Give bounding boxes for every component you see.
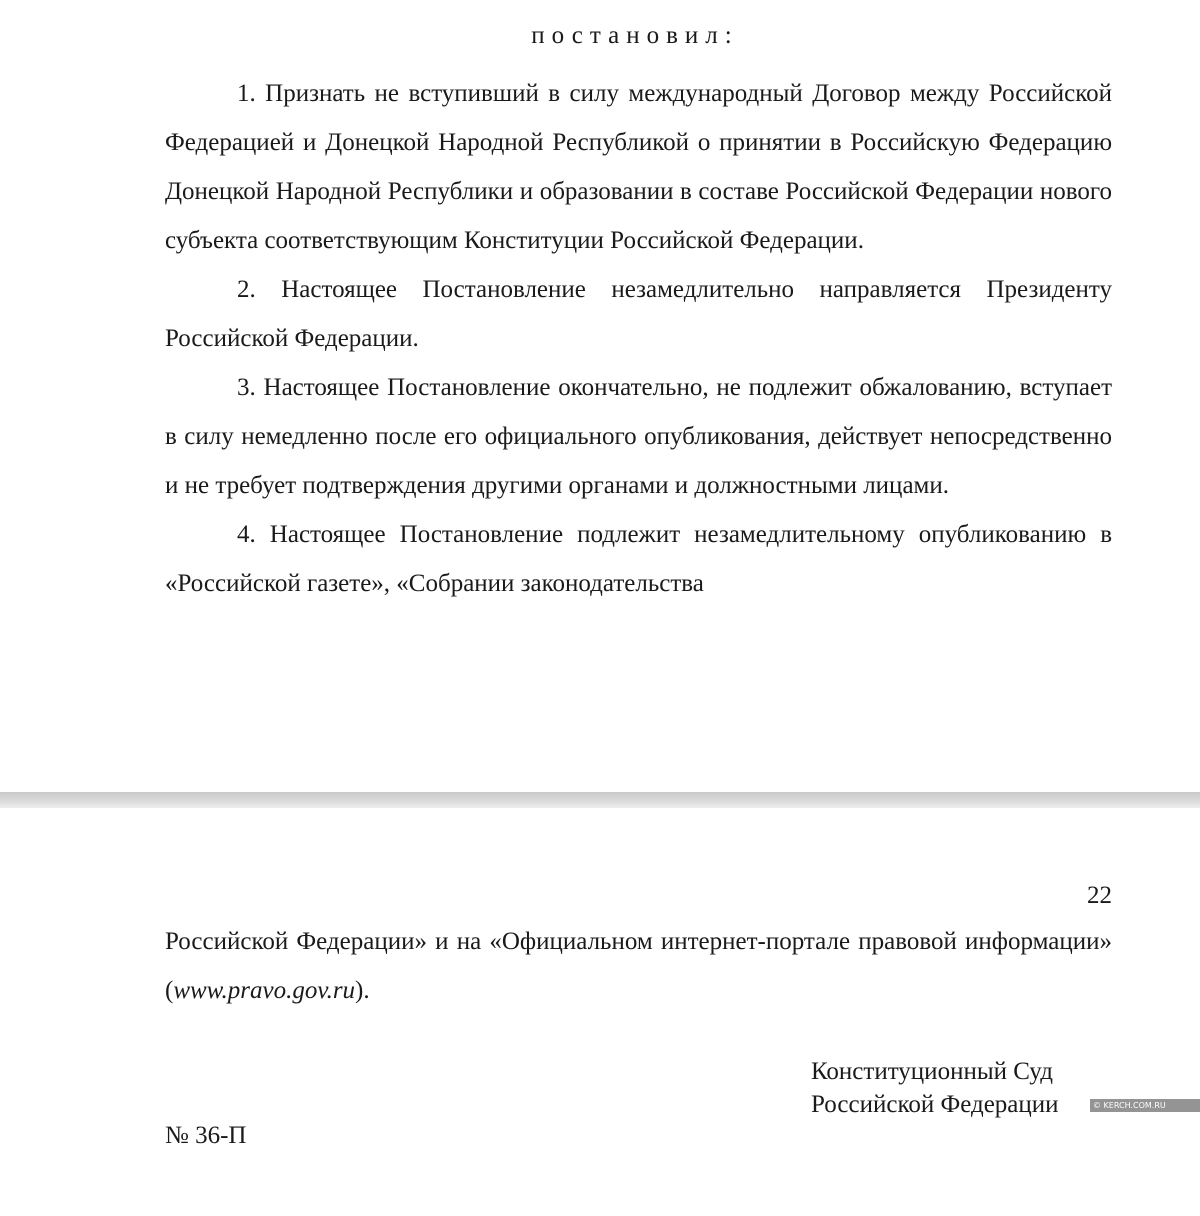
document-number: № 36-П — [165, 1122, 247, 1149]
signature-line-2: Российской Федерации — [811, 1091, 1059, 1118]
paragraph-1: 1. Признать не вступивший в силу международный Договор между Российской Федерацией и Донецкой Народной Республикой о принятии в Российскую Федерацию Донецкой Народной Республики и образовании в составе Российской Федерации нового субъекта соответствующим Конституции Российской Федерации. — [165, 80, 1112, 254]
resolution-body — [165, 69, 1112, 608]
page-break — [0, 792, 1200, 808]
resolution-heading: постановил: — [531, 22, 739, 49]
continuation-before: Российской Федерации» и на «Официальном интернет-портале правовой информации» ( — [165, 928, 1112, 1004]
signature-block — [811, 1055, 1059, 1121]
continuation-text — [165, 917, 1112, 1015]
continuation-after: ). — [355, 977, 370, 1004]
page-number: 22 — [1087, 882, 1112, 909]
portal-url: www.pravo.gov.ru — [173, 977, 356, 1004]
continuation-paragraph — [165, 917, 1112, 1015]
watermark: © KERCH.COM.RU — [1090, 1099, 1200, 1112]
paragraph-2: 2. Настоящее Постановление незамедлительно направляется Президенту Российской Федерации. — [165, 276, 1112, 352]
paragraph-4: 4. Настоящее Постановление подлежит незамедлительному опубликованию в «Российской газете», «Собрании законодательства — [165, 521, 1112, 597]
signature-line-1: Конституционный Суд — [811, 1058, 1053, 1085]
paragraph-3: 3. Настоящее Постановление окончательно, не подлежит обжалованию, вступает в силу немедленно после его официального опубликования, действует непосредственно и не требует подтверждения другими органами и должностными лицами. — [165, 374, 1112, 499]
